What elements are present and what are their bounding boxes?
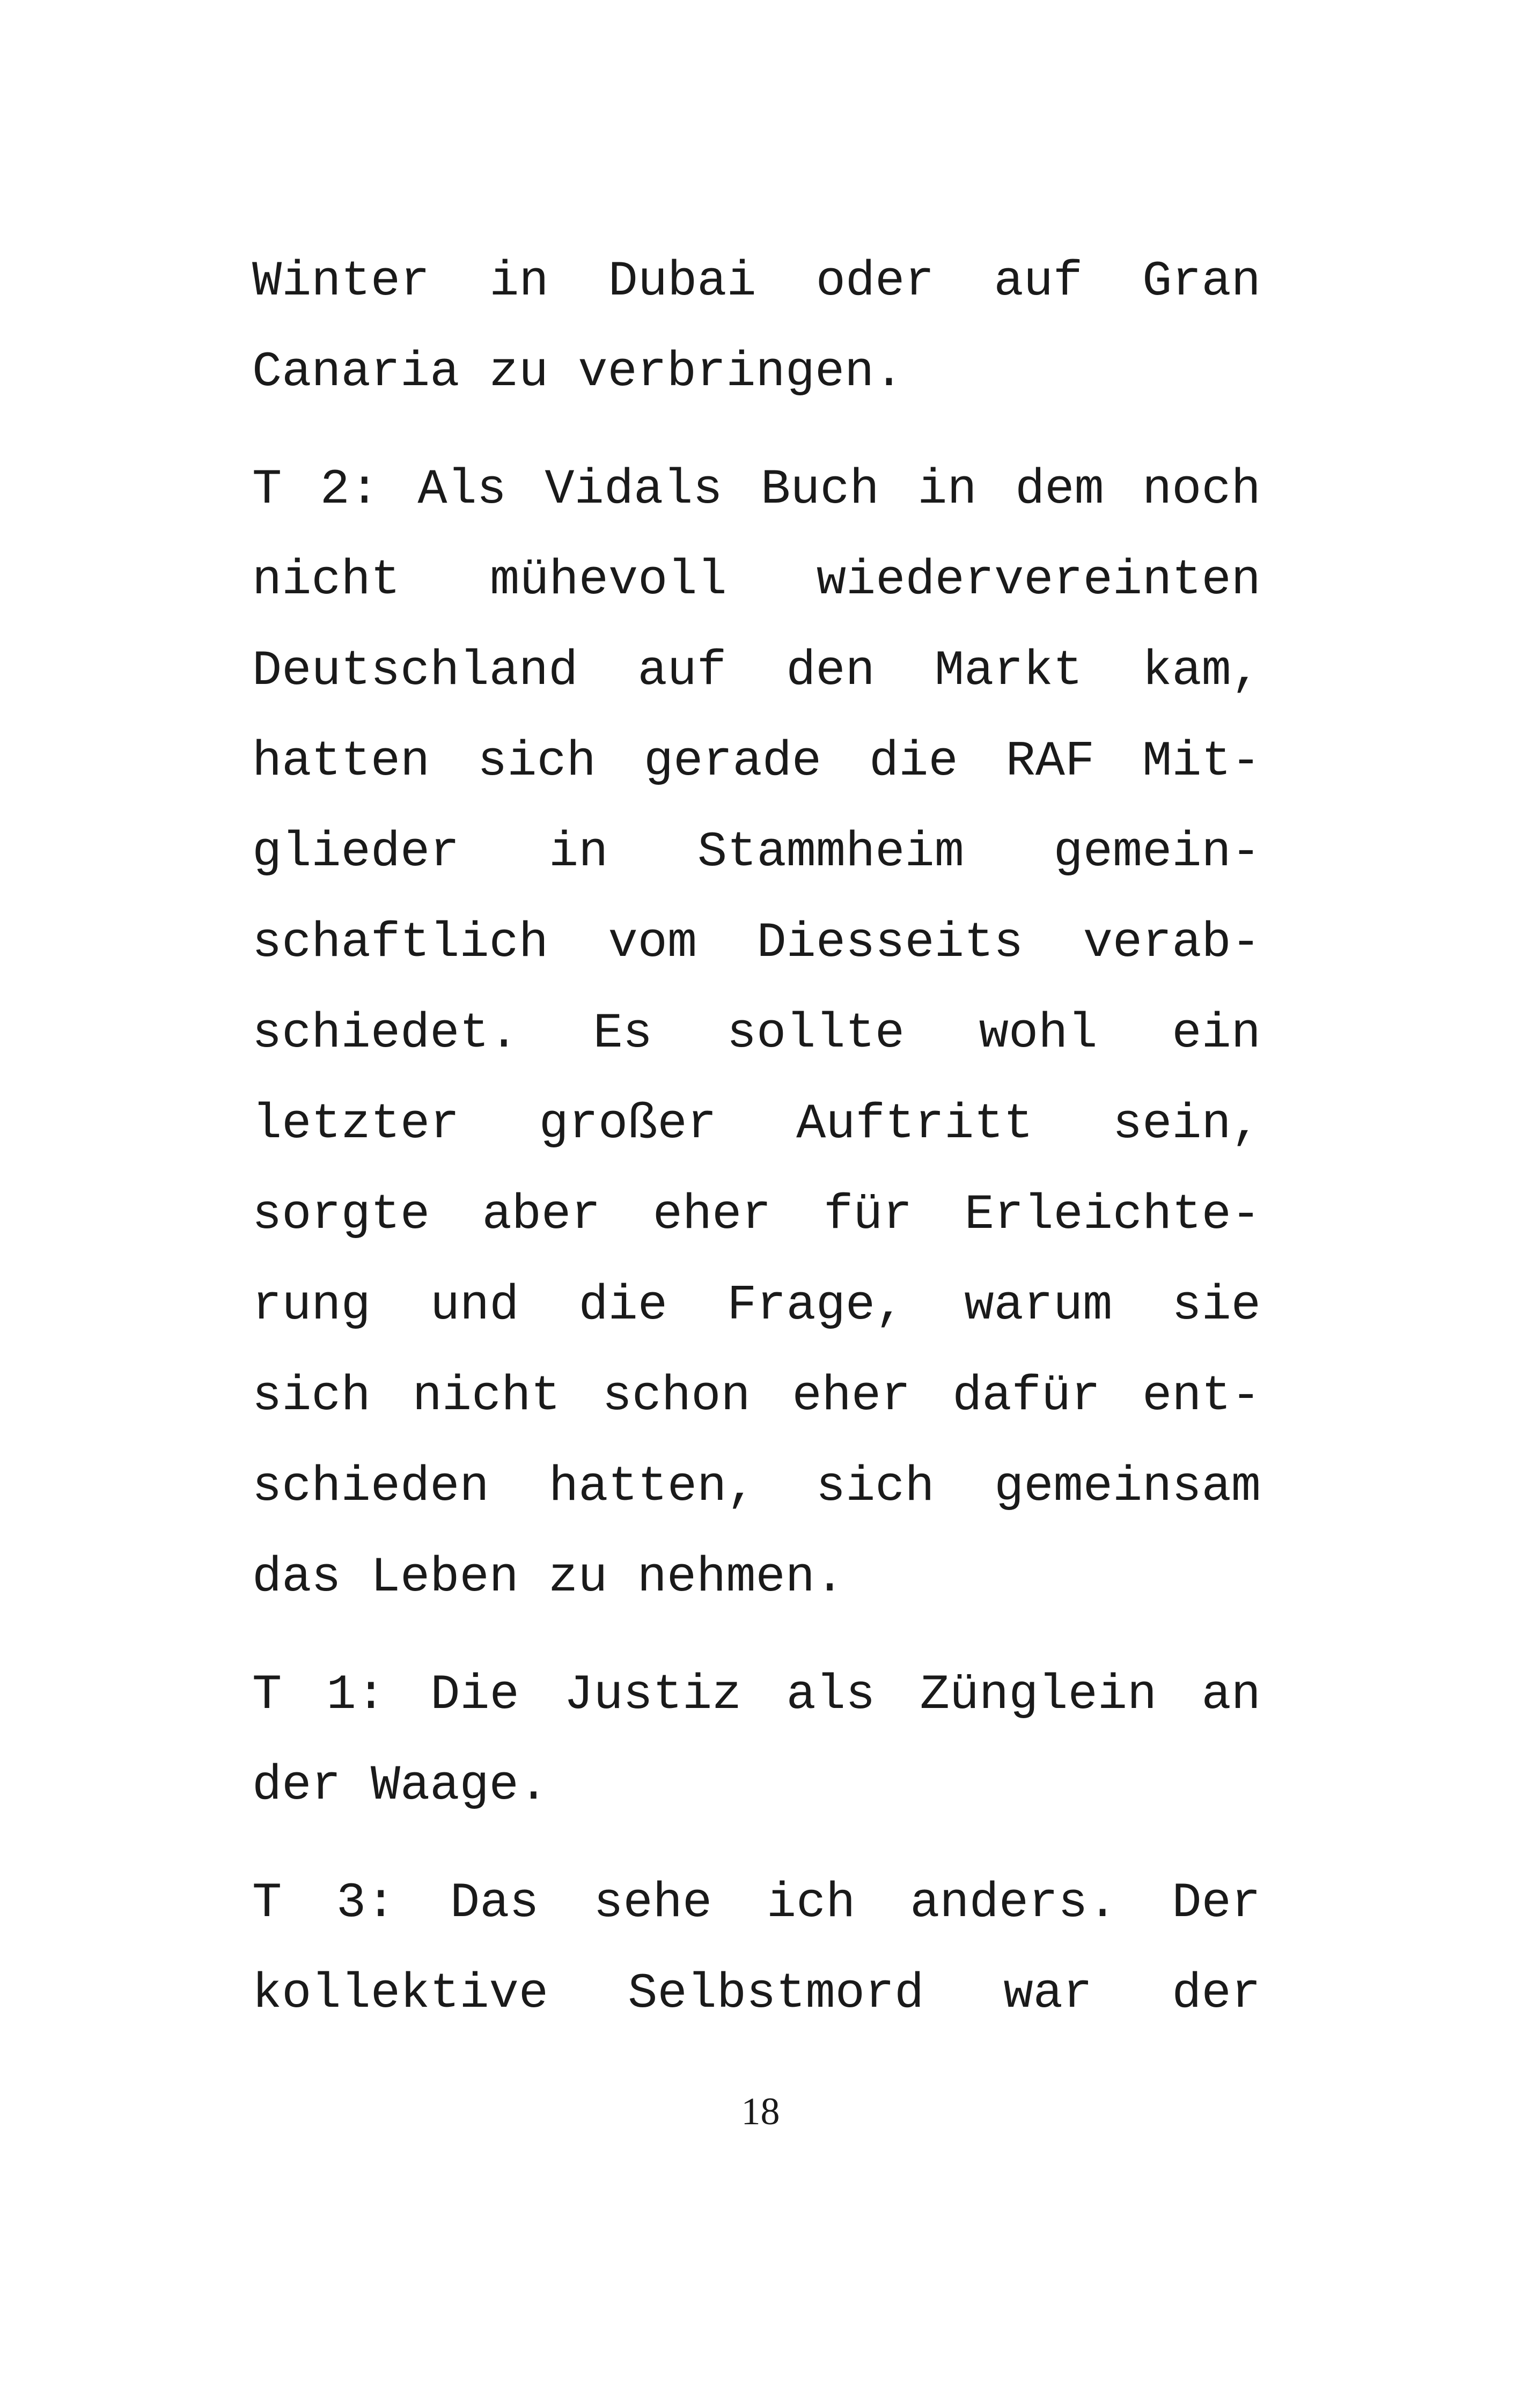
text-line: T 3: Das sehe ich anders. Der xyxy=(252,1875,1261,1931)
paragraph xyxy=(252,1858,1261,2039)
text-line: Winter in Dubai oder auf Gran xyxy=(252,253,1261,310)
text-line: der Waage. xyxy=(252,1757,549,1814)
text-line: letzter großer Auftritt sein, xyxy=(252,1096,1261,1152)
text-line: Canaria zu verbringen. xyxy=(252,344,904,400)
text-line: T 1: Die Justiz als Zünglein an xyxy=(252,1667,1261,1723)
text-line: schieden hatten, sich gemeinsam xyxy=(252,1459,1261,1515)
text-line: schiedet. Es sollte wohl ein xyxy=(252,1005,1261,1062)
text-line: Deutschland auf den Markt kam, xyxy=(252,643,1261,699)
paragraph xyxy=(252,444,1261,1623)
text-line: schaftlich vom Diesseits verab- xyxy=(252,915,1261,971)
text-line: glieder in Stammheim gemein- xyxy=(252,824,1261,880)
text-line: hatten sich gerade die RAF Mit- xyxy=(252,733,1261,790)
text-line: rung und die Frage, warum sie xyxy=(252,1277,1261,1334)
text-line: kollektive Selbstmord war der xyxy=(252,1965,1261,2022)
text-line: T 2: Als Vidals Buch in dem noch xyxy=(252,461,1261,518)
text-line: sich nicht schon eher dafür ent- xyxy=(252,1368,1261,1424)
paragraph xyxy=(252,1649,1261,1831)
body-text xyxy=(252,236,1261,2066)
text-line: nicht mühevoll wiedervereinten xyxy=(252,552,1261,608)
text-line: sorgte aber eher für Erleichte- xyxy=(252,1187,1261,1243)
page-number: 18 xyxy=(741,2090,780,2133)
text-line: das Leben zu nehmen. xyxy=(252,1549,845,1606)
paragraph xyxy=(252,236,1261,417)
